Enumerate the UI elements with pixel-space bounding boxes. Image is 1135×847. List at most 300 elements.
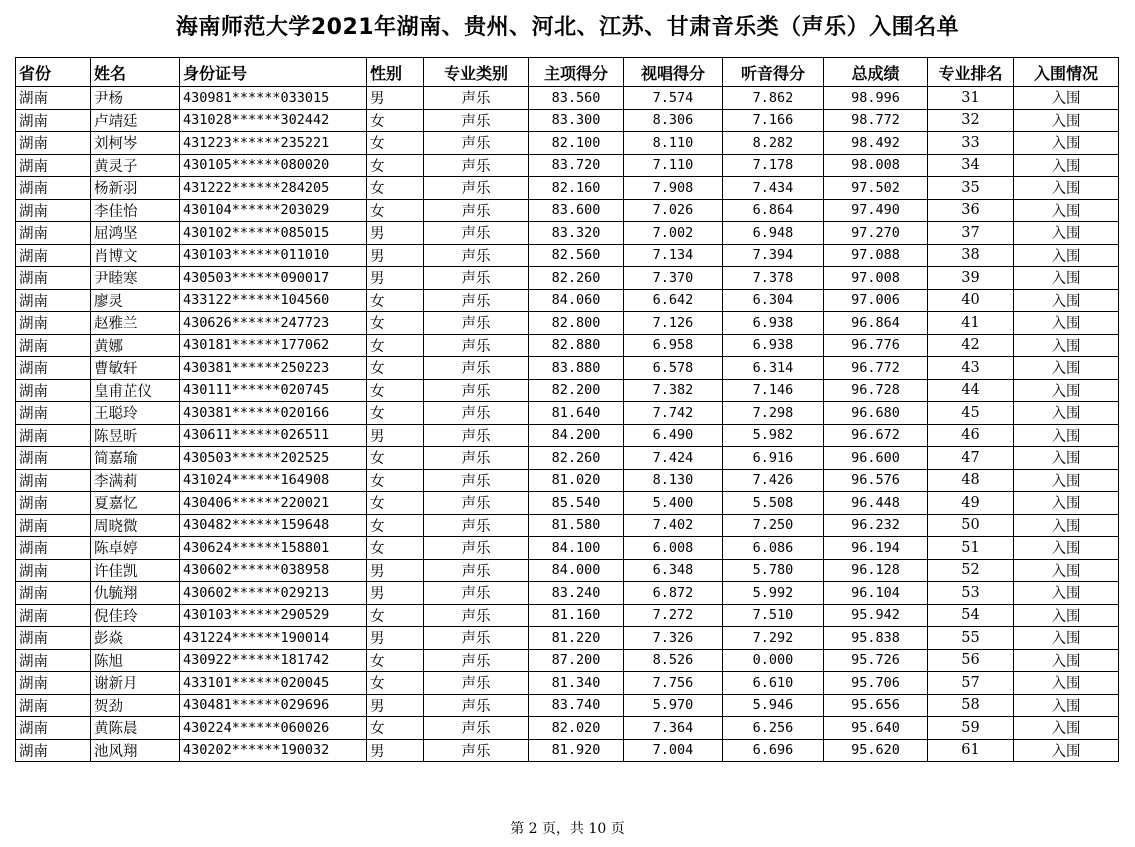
- cell-rank: 37: [928, 222, 1014, 245]
- column-header-admission-status: 入围情况: [1014, 58, 1119, 87]
- cell-id-number: 430482******159648: [180, 514, 367, 537]
- cell-major-category: 声乐: [424, 672, 529, 695]
- cell-province: 湖南: [16, 222, 91, 245]
- cell-ear-training-score: 0.000: [723, 649, 824, 672]
- cell-province: 湖南: [16, 537, 91, 560]
- cell-main-score: 82.260: [529, 447, 624, 470]
- cell-id-number: 430624******158801: [180, 537, 367, 560]
- cell-ear-training-score: 7.250: [723, 514, 824, 537]
- admission-table: [15, 57, 1119, 762]
- cell-id-number: 430224******060026: [180, 717, 367, 740]
- cell-sight-singing-score: 7.424: [624, 447, 723, 470]
- cell-name: 黄娜: [91, 334, 180, 357]
- cell-admission-status: 入围: [1014, 177, 1119, 200]
- cell-major-category: 声乐: [424, 177, 529, 200]
- cell-province: 湖南: [16, 447, 91, 470]
- cell-sight-singing-score: 7.382: [624, 379, 723, 402]
- cell-province: 湖南: [16, 514, 91, 537]
- table-row: [16, 604, 1119, 627]
- cell-admission-status: 入围: [1014, 559, 1119, 582]
- table-row: [16, 694, 1119, 717]
- cell-gender: 女: [367, 109, 424, 132]
- cell-admission-status: 入围: [1014, 312, 1119, 335]
- cell-ear-training-score: 6.086: [723, 537, 824, 560]
- cell-ear-training-score: 7.434: [723, 177, 824, 200]
- cell-total-score: 95.706: [824, 672, 928, 695]
- cell-total-score: 96.728: [824, 379, 928, 402]
- cell-province: 湖南: [16, 672, 91, 695]
- cell-main-score: 81.580: [529, 514, 624, 537]
- cell-rank: 59: [928, 717, 1014, 740]
- cell-name: 许佳凯: [91, 559, 180, 582]
- cell-rank: 48: [928, 469, 1014, 492]
- cell-rank: 54: [928, 604, 1014, 627]
- cell-admission-status: 入围: [1014, 334, 1119, 357]
- cell-ear-training-score: 6.948: [723, 222, 824, 245]
- cell-province: 湖南: [16, 154, 91, 177]
- cell-gender: 男: [367, 267, 424, 290]
- cell-name: 卢靖廷: [91, 109, 180, 132]
- page-title: 海南师范大学2021年湖南、贵州、河北、江苏、甘肃音乐类（声乐）入围名单: [175, 15, 960, 40]
- table-row: [16, 357, 1119, 380]
- cell-rank: 50: [928, 514, 1014, 537]
- table-row: [16, 492, 1119, 515]
- cell-main-score: 82.100: [529, 132, 624, 155]
- table-row: [16, 177, 1119, 200]
- cell-gender: 女: [367, 604, 424, 627]
- cell-name: 夏嘉忆: [91, 492, 180, 515]
- cell-sight-singing-score: 7.742: [624, 402, 723, 425]
- cell-gender: 女: [367, 199, 424, 222]
- cell-gender: 女: [367, 334, 424, 357]
- cell-id-number: 433122******104560: [180, 289, 367, 312]
- cell-total-score: 97.008: [824, 267, 928, 290]
- cell-gender: 女: [367, 154, 424, 177]
- cell-admission-status: 入围: [1014, 199, 1119, 222]
- cell-total-score: 96.680: [824, 402, 928, 425]
- cell-province: 湖南: [16, 739, 91, 762]
- cell-province: 湖南: [16, 402, 91, 425]
- cell-main-score: 82.200: [529, 379, 624, 402]
- cell-id-number: 430602******038958: [180, 559, 367, 582]
- cell-name: 刘柯岑: [91, 132, 180, 155]
- cell-total-score: 96.448: [824, 492, 928, 515]
- cell-id-number: 430102******085015: [180, 222, 367, 245]
- cell-id-number: 430481******029696: [180, 694, 367, 717]
- table-row: [16, 559, 1119, 582]
- cell-rank: 51: [928, 537, 1014, 560]
- cell-admission-status: 入围: [1014, 357, 1119, 380]
- cell-province: 湖南: [16, 177, 91, 200]
- cell-province: 湖南: [16, 424, 91, 447]
- cell-major-category: 声乐: [424, 379, 529, 402]
- cell-name: 陈昱昕: [91, 424, 180, 447]
- cell-gender: 女: [367, 379, 424, 402]
- cell-name: 尹睦寒: [91, 267, 180, 290]
- column-header-province: 省份: [16, 58, 91, 87]
- cell-id-number: 430503******090017: [180, 267, 367, 290]
- cell-rank: 40: [928, 289, 1014, 312]
- cell-gender: 男: [367, 424, 424, 447]
- cell-rank: 41: [928, 312, 1014, 335]
- cell-sight-singing-score: 6.008: [624, 537, 723, 560]
- cell-ear-training-score: 7.298: [723, 402, 824, 425]
- cell-major-category: 声乐: [424, 132, 529, 155]
- cell-main-score: 81.340: [529, 672, 624, 695]
- cell-major-category: 声乐: [424, 87, 529, 110]
- cell-province: 湖南: [16, 627, 91, 650]
- cell-total-score: 97.006: [824, 289, 928, 312]
- cell-province: 湖南: [16, 604, 91, 627]
- cell-gender: 男: [367, 582, 424, 605]
- cell-province: 湖南: [16, 312, 91, 335]
- cell-total-score: 95.838: [824, 627, 928, 650]
- table-row: [16, 627, 1119, 650]
- table-row: [16, 379, 1119, 402]
- cell-gender: 女: [367, 514, 424, 537]
- table-row: [16, 244, 1119, 267]
- table-row: [16, 582, 1119, 605]
- cell-admission-status: 入围: [1014, 537, 1119, 560]
- table-row: [16, 447, 1119, 470]
- cell-sight-singing-score: 7.002: [624, 222, 723, 245]
- cell-name: 曹敏轩: [91, 357, 180, 380]
- cell-admission-status: 入围: [1014, 582, 1119, 605]
- cell-main-score: 84.200: [529, 424, 624, 447]
- column-header-ear-training-score: 听音得分: [723, 58, 824, 87]
- cell-rank: 38: [928, 244, 1014, 267]
- cell-ear-training-score: 5.508: [723, 492, 824, 515]
- cell-name: 贺劲: [91, 694, 180, 717]
- table-row: [16, 649, 1119, 672]
- cell-major-category: 声乐: [424, 492, 529, 515]
- cell-ear-training-score: 7.178: [723, 154, 824, 177]
- table-row: [16, 334, 1119, 357]
- cell-total-score: 98.492: [824, 132, 928, 155]
- cell-total-score: 96.232: [824, 514, 928, 537]
- table-row: [16, 424, 1119, 447]
- table-row: [16, 312, 1119, 335]
- cell-sight-singing-score: 8.306: [624, 109, 723, 132]
- cell-admission-status: 入围: [1014, 289, 1119, 312]
- cell-sight-singing-score: 7.272: [624, 604, 723, 627]
- cell-id-number: 430981******033015: [180, 87, 367, 110]
- cell-sight-singing-score: 7.574: [624, 87, 723, 110]
- cell-ear-training-score: 7.378: [723, 267, 824, 290]
- table-body: [16, 87, 1119, 762]
- cell-main-score: 81.920: [529, 739, 624, 762]
- cell-total-score: 95.640: [824, 717, 928, 740]
- cell-admission-status: 入围: [1014, 132, 1119, 155]
- table-row: [16, 199, 1119, 222]
- cell-sight-singing-score: 6.958: [624, 334, 723, 357]
- cell-sight-singing-score: 7.364: [624, 717, 723, 740]
- cell-ear-training-score: 6.304: [723, 289, 824, 312]
- cell-main-score: 87.200: [529, 649, 624, 672]
- cell-main-score: 83.300: [529, 109, 624, 132]
- cell-name: 屈鸿坚: [91, 222, 180, 245]
- cell-main-score: 83.880: [529, 357, 624, 380]
- cell-total-score: 96.672: [824, 424, 928, 447]
- cell-main-score: 82.800: [529, 312, 624, 335]
- cell-rank: 46: [928, 424, 1014, 447]
- cell-ear-training-score: 6.864: [723, 199, 824, 222]
- cell-total-score: 98.996: [824, 87, 928, 110]
- cell-main-score: 83.320: [529, 222, 624, 245]
- cell-major-category: 声乐: [424, 717, 529, 740]
- table-row: [16, 469, 1119, 492]
- cell-major-category: 声乐: [424, 627, 529, 650]
- table-row: [16, 739, 1119, 762]
- cell-name: 李满莉: [91, 469, 180, 492]
- cell-id-number: 430922******181742: [180, 649, 367, 672]
- cell-sight-singing-score: 7.326: [624, 627, 723, 650]
- cell-admission-status: 入围: [1014, 649, 1119, 672]
- cell-ear-training-score: 6.938: [723, 312, 824, 335]
- cell-major-category: 声乐: [424, 289, 529, 312]
- cell-total-score: 95.942: [824, 604, 928, 627]
- cell-gender: 女: [367, 672, 424, 695]
- cell-name: 仇毓翔: [91, 582, 180, 605]
- cell-name: 黄灵子: [91, 154, 180, 177]
- cell-name: 廖灵: [91, 289, 180, 312]
- cell-major-category: 声乐: [424, 222, 529, 245]
- cell-id-number: 430104******203029: [180, 199, 367, 222]
- cell-gender: 男: [367, 627, 424, 650]
- cell-total-score: 96.194: [824, 537, 928, 560]
- cell-total-score: 96.128: [824, 559, 928, 582]
- cell-gender: 男: [367, 739, 424, 762]
- cell-id-number: 431028******302442: [180, 109, 367, 132]
- cell-rank: 53: [928, 582, 1014, 605]
- cell-major-category: 声乐: [424, 312, 529, 335]
- cell-main-score: 82.260: [529, 267, 624, 290]
- cell-total-score: 97.490: [824, 199, 928, 222]
- cell-main-score: 82.160: [529, 177, 624, 200]
- cell-name: 周晓微: [91, 514, 180, 537]
- table-row: [16, 109, 1119, 132]
- cell-admission-status: 入围: [1014, 402, 1119, 425]
- cell-ear-training-score: 6.916: [723, 447, 824, 470]
- cell-total-score: 96.576: [824, 469, 928, 492]
- cell-total-score: 96.600: [824, 447, 928, 470]
- cell-major-category: 声乐: [424, 334, 529, 357]
- cell-sight-singing-score: 7.370: [624, 267, 723, 290]
- cell-admission-status: 入围: [1014, 87, 1119, 110]
- cell-rank: 35: [928, 177, 1014, 200]
- cell-ear-training-score: 5.946: [723, 694, 824, 717]
- cell-rank: 49: [928, 492, 1014, 515]
- cell-ear-training-score: 6.610: [723, 672, 824, 695]
- table-row: [16, 267, 1119, 290]
- table-row: [16, 537, 1119, 560]
- cell-rank: 45: [928, 402, 1014, 425]
- cell-rank: 39: [928, 267, 1014, 290]
- cell-sight-singing-score: 6.872: [624, 582, 723, 605]
- cell-gender: 女: [367, 289, 424, 312]
- cell-rank: 56: [928, 649, 1014, 672]
- cell-gender: 女: [367, 177, 424, 200]
- cell-id-number: 430111******020745: [180, 379, 367, 402]
- cell-ear-training-score: 7.292: [723, 627, 824, 650]
- cell-name: 简嘉瑜: [91, 447, 180, 470]
- cell-main-score: 84.060: [529, 289, 624, 312]
- cell-rank: 32: [928, 109, 1014, 132]
- cell-province: 湖南: [16, 559, 91, 582]
- cell-name: 倪佳玲: [91, 604, 180, 627]
- cell-province: 湖南: [16, 469, 91, 492]
- cell-province: 湖南: [16, 87, 91, 110]
- cell-province: 湖南: [16, 492, 91, 515]
- cell-major-category: 声乐: [424, 604, 529, 627]
- cell-sight-singing-score: 7.004: [624, 739, 723, 762]
- cell-main-score: 82.020: [529, 717, 624, 740]
- cell-name: 彭焱: [91, 627, 180, 650]
- cell-gender: 女: [367, 447, 424, 470]
- cell-province: 湖南: [16, 717, 91, 740]
- cell-province: 湖南: [16, 267, 91, 290]
- cell-province: 湖南: [16, 199, 91, 222]
- cell-sight-singing-score: 5.970: [624, 694, 723, 717]
- cell-province: 湖南: [16, 132, 91, 155]
- cell-province: 湖南: [16, 289, 91, 312]
- cell-rank: 58: [928, 694, 1014, 717]
- cell-total-score: 98.008: [824, 154, 928, 177]
- column-header-total-score: 总成绩: [824, 58, 928, 87]
- cell-major-category: 声乐: [424, 447, 529, 470]
- column-header-major-category: 专业类别: [424, 58, 529, 87]
- cell-major-category: 声乐: [424, 199, 529, 222]
- cell-main-score: 83.240: [529, 582, 624, 605]
- cell-main-score: 84.000: [529, 559, 624, 582]
- cell-admission-status: 入围: [1014, 424, 1119, 447]
- cell-rank: 57: [928, 672, 1014, 695]
- cell-ear-training-score: 6.314: [723, 357, 824, 380]
- cell-major-category: 声乐: [424, 559, 529, 582]
- cell-main-score: 81.160: [529, 604, 624, 627]
- cell-total-score: 98.772: [824, 109, 928, 132]
- cell-major-category: 声乐: [424, 649, 529, 672]
- cell-name: 陈卓婷: [91, 537, 180, 560]
- cell-id-number: 431224******190014: [180, 627, 367, 650]
- cell-name: 肖博文: [91, 244, 180, 267]
- cell-ear-training-score: 6.696: [723, 739, 824, 762]
- cell-rank: 47: [928, 447, 1014, 470]
- cell-sight-singing-score: 6.348: [624, 559, 723, 582]
- cell-province: 湖南: [16, 357, 91, 380]
- cell-main-score: 85.540: [529, 492, 624, 515]
- cell-name: 陈旭: [91, 649, 180, 672]
- cell-id-number: 430103******011010: [180, 244, 367, 267]
- cell-total-score: 95.620: [824, 739, 928, 762]
- cell-id-number: 430103******290529: [180, 604, 367, 627]
- cell-admission-status: 入围: [1014, 739, 1119, 762]
- cell-name: 黄陈晨: [91, 717, 180, 740]
- cell-sight-singing-score: 7.402: [624, 514, 723, 537]
- cell-gender: 男: [367, 222, 424, 245]
- cell-admission-status: 入围: [1014, 222, 1119, 245]
- cell-main-score: 81.640: [529, 402, 624, 425]
- cell-admission-status: 入围: [1014, 627, 1119, 650]
- cell-ear-training-score: 6.938: [723, 334, 824, 357]
- cell-id-number: 431223******235221: [180, 132, 367, 155]
- cell-name: 谢新月: [91, 672, 180, 695]
- cell-admission-status: 入围: [1014, 469, 1119, 492]
- cell-name: 赵雅兰: [91, 312, 180, 335]
- cell-main-score: 82.560: [529, 244, 624, 267]
- cell-id-number: 430381******020166: [180, 402, 367, 425]
- cell-id-number: 430181******177062: [180, 334, 367, 357]
- cell-major-category: 声乐: [424, 244, 529, 267]
- cell-rank: 36: [928, 199, 1014, 222]
- column-header-main-score: 主项得分: [529, 58, 624, 87]
- cell-major-category: 声乐: [424, 537, 529, 560]
- cell-gender: 女: [367, 469, 424, 492]
- cell-ear-training-score: 7.394: [723, 244, 824, 267]
- cell-admission-status: 入围: [1014, 694, 1119, 717]
- cell-id-number: 431222******284205: [180, 177, 367, 200]
- cell-gender: 男: [367, 559, 424, 582]
- cell-ear-training-score: 7.862: [723, 87, 824, 110]
- cell-name: 皇甫芷仪: [91, 379, 180, 402]
- cell-name: 池风翔: [91, 739, 180, 762]
- cell-gender: 男: [367, 244, 424, 267]
- cell-id-number: 430602******029213: [180, 582, 367, 605]
- cell-gender: 男: [367, 694, 424, 717]
- cell-sight-singing-score: 6.490: [624, 424, 723, 447]
- cell-province: 湖南: [16, 109, 91, 132]
- cell-gender: 女: [367, 357, 424, 380]
- cell-ear-training-score: 7.510: [723, 604, 824, 627]
- cell-admission-status: 入围: [1014, 492, 1119, 515]
- cell-ear-training-score: 5.992: [723, 582, 824, 605]
- cell-sight-singing-score: 7.134: [624, 244, 723, 267]
- cell-name: 尹杨: [91, 87, 180, 110]
- cell-sight-singing-score: 7.110: [624, 154, 723, 177]
- cell-province: 湖南: [16, 334, 91, 357]
- cell-rank: 61: [928, 739, 1014, 762]
- cell-major-category: 声乐: [424, 739, 529, 762]
- table-row: [16, 514, 1119, 537]
- cell-id-number: 431024******164908: [180, 469, 367, 492]
- column-header-id-number: 身份证号: [180, 58, 367, 87]
- cell-main-score: 84.100: [529, 537, 624, 560]
- cell-ear-training-score: 5.780: [723, 559, 824, 582]
- cell-id-number: 430626******247723: [180, 312, 367, 335]
- table-row: [16, 289, 1119, 312]
- cell-admission-status: 入围: [1014, 717, 1119, 740]
- cell-admission-status: 入围: [1014, 267, 1119, 290]
- cell-gender: 女: [367, 649, 424, 672]
- cell-gender: 女: [367, 312, 424, 335]
- cell-major-category: 声乐: [424, 424, 529, 447]
- cell-id-number: 430105******080020: [180, 154, 367, 177]
- cell-admission-status: 入围: [1014, 379, 1119, 402]
- cell-id-number: 430381******250223: [180, 357, 367, 380]
- cell-rank: 31: [928, 87, 1014, 110]
- cell-admission-status: 入围: [1014, 154, 1119, 177]
- cell-gender: 女: [367, 492, 424, 515]
- cell-id-number: 433101******020045: [180, 672, 367, 695]
- cell-province: 湖南: [16, 694, 91, 717]
- cell-province: 湖南: [16, 379, 91, 402]
- cell-admission-status: 入围: [1014, 447, 1119, 470]
- cell-major-category: 声乐: [424, 514, 529, 537]
- cell-rank: 34: [928, 154, 1014, 177]
- cell-rank: 52: [928, 559, 1014, 582]
- cell-major-category: 声乐: [424, 267, 529, 290]
- cell-admission-status: 入围: [1014, 604, 1119, 627]
